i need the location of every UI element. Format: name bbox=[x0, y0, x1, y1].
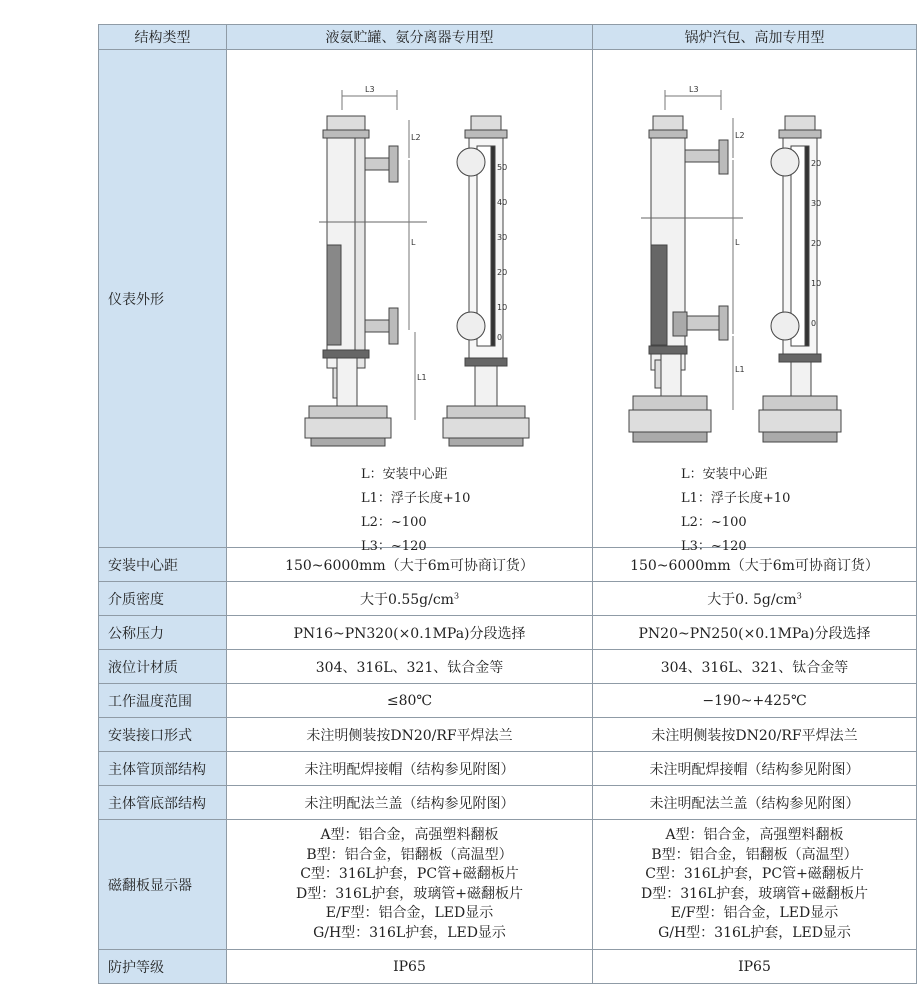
density-right-text: 大于0. 5g/cm bbox=[707, 591, 797, 608]
row-value-right: IP65 bbox=[593, 950, 917, 984]
scale-tick-r3: 20 bbox=[811, 239, 822, 248]
dim-l-label-right: L bbox=[735, 238, 740, 247]
density-left-text: 大于0.55g/cm bbox=[359, 591, 454, 608]
appearance-right-cell bbox=[593, 50, 917, 554]
legend-l3: L3：~120 bbox=[361, 539, 427, 554]
dim-l3-label: L3 bbox=[365, 85, 375, 94]
spec-row-connection bbox=[99, 718, 917, 752]
dim-l2-label-right: L2 bbox=[735, 131, 745, 140]
header-ammonia-type: 液氨贮罐、氨分离器专用型 bbox=[227, 25, 593, 50]
flip-left-cell bbox=[227, 820, 593, 950]
flip-right-line: D型：316L护套，玻璃管+磁翻板片 bbox=[641, 885, 868, 902]
legend-left bbox=[361, 463, 470, 559]
spec-row-install-distance bbox=[99, 548, 917, 582]
row-value-left: 304、316L、321、钛合金等 bbox=[227, 650, 593, 684]
header-boiler-type: 锅炉汽包、高加专用型 bbox=[593, 25, 917, 50]
dim-l1-label: L1 bbox=[417, 373, 427, 382]
row-value-right: 304、316L、321、钛合金等 bbox=[593, 650, 917, 684]
row-value-right: 未注明配焊接帽（结构参见附图） bbox=[593, 752, 917, 786]
scale-tick-40: 40 bbox=[497, 198, 508, 207]
legend-right bbox=[681, 463, 790, 559]
scale-tick-r1: 20 bbox=[811, 159, 822, 168]
header-row bbox=[99, 25, 917, 50]
flip-right-cell bbox=[593, 820, 917, 950]
scale-tick-50: 50 bbox=[497, 163, 508, 172]
spec-row-material bbox=[99, 650, 917, 684]
spec-row-protection bbox=[99, 950, 917, 984]
scale-tick-r4: 10 bbox=[811, 279, 822, 288]
scale-tick-20: 20 bbox=[497, 268, 508, 277]
flip-left-line: A型：铝合金，高强塑料翻板 bbox=[320, 827, 499, 843]
flip-right-line: C型：316L护套，PC管+磁翻板片 bbox=[645, 866, 864, 882]
legend-l3-right: L3：~120 bbox=[681, 539, 747, 554]
legend-l2-right: L2：~100 bbox=[681, 515, 747, 530]
flip-right-line: B型：铝合金，铝翻板（高温型） bbox=[651, 846, 858, 863]
header-structure-type: 结构类型 bbox=[99, 25, 227, 50]
dim-l1-label-right: L1 bbox=[735, 365, 745, 374]
legend-l2: L2：~100 bbox=[361, 515, 427, 530]
flip-left-line: C型：316L护套，PC管+磁翻板片 bbox=[300, 866, 519, 882]
row-label: 主体管底部结构 bbox=[99, 786, 227, 820]
row-value-left: PN16~PN320(×0.1MPa)分段选择 bbox=[227, 616, 593, 650]
legend-l1: L1：浮子长度+10 bbox=[361, 491, 471, 506]
appearance-row bbox=[99, 50, 917, 548]
scale-tick-10: 10 bbox=[497, 303, 508, 312]
row-label: 液位计材质 bbox=[99, 650, 227, 684]
spec-row-bottom-structure bbox=[99, 786, 917, 820]
density-left-sup: 3 bbox=[453, 590, 460, 600]
row-label: 主体管顶部结构 bbox=[99, 752, 227, 786]
spec-row-temperature bbox=[99, 684, 917, 718]
row-value-left: IP65 bbox=[227, 950, 593, 984]
flip-left-line: G/H型：316L护套，LED显示 bbox=[313, 924, 506, 941]
legend-l1-right: L1：浮子长度+10 bbox=[681, 491, 791, 506]
row-value-left: 未注明配焊接帽（结构参见附图） bbox=[227, 752, 593, 786]
row-value-left: 未注明配法兰盖（结构参见附图） bbox=[227, 786, 593, 820]
appearance-left-cell bbox=[227, 50, 593, 554]
spec-row-pressure bbox=[99, 616, 917, 650]
flip-left-line: D型：316L护套，玻璃管+磁翻板片 bbox=[296, 885, 523, 902]
scale-tick-30: 30 bbox=[497, 233, 508, 242]
row-label: 安装中心距 bbox=[99, 548, 227, 582]
scale-tick-0: 0 bbox=[497, 333, 503, 342]
dim-l-label: L bbox=[411, 238, 416, 247]
legend-l: L：安装中心距 bbox=[361, 467, 448, 482]
spec-row-density bbox=[99, 582, 917, 616]
row-value-right: 未注明侧装按DN20/RF平焊法兰 bbox=[593, 718, 917, 752]
row-value-right: PN20~PN250(×0.1MPa)分段选择 bbox=[593, 616, 917, 650]
row-label: 公称压力 bbox=[99, 616, 227, 650]
row-value-right: 未注明配法兰盖（结构参见附图） bbox=[593, 786, 917, 820]
flip-left-line: E/F型：铝合金，LED显示 bbox=[325, 905, 494, 921]
flip-right-line: E/F型：铝合金，LED显示 bbox=[670, 905, 839, 921]
row-label: 防护等级 bbox=[99, 950, 227, 984]
row-label: 介质密度 bbox=[99, 582, 227, 616]
spec-table bbox=[98, 24, 917, 984]
density-right-sup: 3 bbox=[796, 590, 802, 600]
row-value-right bbox=[593, 582, 917, 616]
spec-row-flip-display bbox=[99, 820, 917, 950]
row-value-left: 150~6000mm（大于6m可协商订货） bbox=[227, 548, 593, 582]
row-label: 工作温度范围 bbox=[99, 684, 227, 718]
flip-right-line: G/H型：316L护套，LED显示 bbox=[658, 924, 851, 941]
row-value-left bbox=[227, 582, 593, 616]
scale-tick-r5: 0 bbox=[811, 319, 817, 328]
row-value-right: −190~+425℃ bbox=[593, 684, 917, 718]
dim-l3-label-right: L3 bbox=[689, 85, 699, 94]
row-value-left: 未注明侧装按DN20/RF平焊法兰 bbox=[227, 718, 593, 752]
row-label: 磁翻板显示器 bbox=[99, 820, 227, 950]
row-label: 安装接口形式 bbox=[99, 718, 227, 752]
row-value-right: 150~6000mm（大于6m可协商订货） bbox=[593, 548, 917, 582]
scale-tick-r2: 30 bbox=[811, 199, 822, 208]
appearance-label: 仪表外形 bbox=[99, 50, 227, 548]
spec-row-top-structure bbox=[99, 752, 917, 786]
flip-right-line: A型：铝合金，高强塑料翻板 bbox=[665, 827, 844, 843]
flip-left-line: B型：铝合金，铝翻板（高温型） bbox=[306, 846, 513, 863]
row-value-left: ≤80℃ bbox=[227, 684, 593, 718]
legend-l-right: L：安装中心距 bbox=[681, 467, 768, 482]
dim-l2-label: L2 bbox=[411, 133, 421, 142]
